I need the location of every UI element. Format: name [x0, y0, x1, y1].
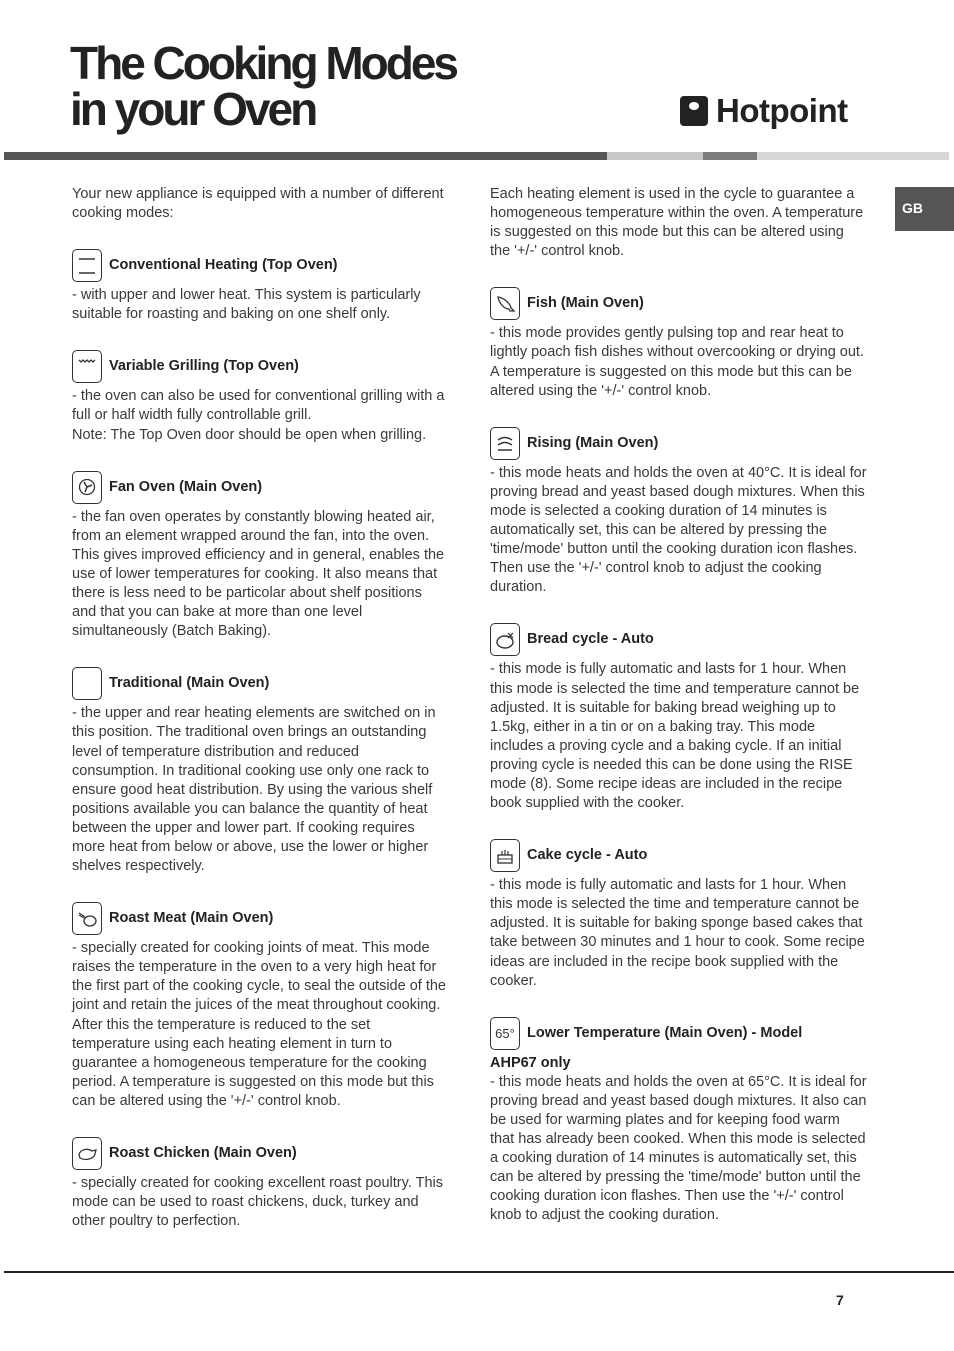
intro-text: Your new appliance is equipped with a number of different cooking modes: [72, 186, 444, 222]
mode-section-fish [490, 287, 868, 400]
mode-title: Fan Oven (Main Oven) [109, 478, 263, 495]
intro-text: Each heating element is used in the cycle to guarantee a homogeneous temperature within the oven. A temperature is suggested on this mode but this can be altered using the '+/-' control knob. [490, 186, 864, 260]
brand-logo-mark [680, 96, 708, 126]
mode-title: Fish (Main Oven) [527, 295, 644, 312]
header-rule-segment [4, 152, 607, 160]
fan-oven-icon [72, 471, 102, 504]
page-title-line-2: in your Oven [70, 83, 316, 135]
mode-section-variable-grill [72, 350, 448, 444]
footer-rule [4, 1271, 954, 1273]
brand-logo-text: Hotpoint [716, 92, 848, 129]
mode-section-traditional [72, 667, 448, 876]
mode-section-roast-meat [72, 902, 448, 1111]
mode-section-roast-chicken [72, 1137, 448, 1231]
mode-description: - with upper and lower heat. This system is particularly suitable for roasting and baking on one shelf only. [72, 287, 421, 323]
mode-title: Roast Chicken (Main Oven) [109, 1144, 297, 1161]
mode-title: Lower Temperature (Main Oven) - Model [527, 1024, 803, 1041]
page-title [70, 37, 630, 135]
mode-description: - the oven can also be used for conventional grilling with a full or half width fully controllable grill. [72, 388, 445, 424]
mode-description: - specially created for cooking excellent roast poultry. This mode can be used to roast chickens, duck, turkey and other poultry to perfection. [72, 1175, 443, 1230]
mode-note: Note: The Top Oven door should be open when grilling. [72, 426, 427, 443]
lower-temperature-icon-label: 65° [495, 1025, 515, 1041]
language-tab: GB [895, 187, 954, 231]
mode-title: Conventional Heating (Top Oven) [109, 257, 338, 274]
mode-title: Variable Grilling (Top Oven) [109, 358, 299, 375]
mode-title: Bread cycle - Auto [527, 631, 654, 648]
mode-title: Roast Meat (Main Oven) [109, 910, 274, 927]
fish-icon [490, 287, 520, 320]
header-rule-segment [757, 152, 949, 160]
mode-description: - this mode heats and holds the oven at 65°C. It is ideal for proving bread and yeast based dough mixtures. It also can be used for warming plates and for keeping food warm that has already been cooked. When this mode is selected a cooking duration of 14 minutes is automatically set, this can be altered by pressing the 'time/mode' button until the cooking duration icon flashes. Then use the '+/-' control knob to adjust the cooking duration. [490, 1073, 867, 1224]
mode-title-continuation: AHP67 only [490, 1054, 571, 1071]
brand-logo [680, 92, 848, 130]
right-column [490, 184, 868, 1226]
roast-chicken-icon [72, 1137, 102, 1170]
page-title-line-1: The Cooking Modes [70, 37, 456, 89]
lower-temperature-icon [490, 1017, 520, 1050]
cake-cycle-icon [490, 839, 520, 872]
variable-grill-icon [72, 350, 102, 383]
header-rule-segment [607, 152, 703, 160]
mode-section-rising [490, 427, 868, 598]
rising-icon [490, 427, 520, 460]
mode-section-fan-oven [72, 471, 448, 642]
mode-title: Cake cycle - Auto [527, 847, 648, 864]
mode-description: - this mode is fully automatic and lasts for 1 hour. When this mode is selected the time and temperature cannot be adjusted. It is suitable for baking sponge based cakes that take between 30 minutes and 1 hour to cook. Some recipe ideas are included in the recipe book supplied with the cooker. [490, 877, 865, 989]
mode-description: - the fan oven operates by constantly blowing heated air, from an element wrapped around the fan, into the oven. This gives improved efficiency and in general, enables the use of lower temperatures for cooking. It also means that there is less need to be particolar about shelf positions and that you can bake at more than one level simultaneously (Batch Baking). [72, 508, 445, 640]
mode-description: - this mode is fully automatic and lasts for 1 hour. When this mode is selected the time and temperature cannot be adjusted. It is suitable for baking bread weighing up to 1.5kg, either in a tin or on a baking tray. This mode includes a proving cycle and a baking cycle. If an initial proving cycle is needed this can be done using the RISE mode (8). Some recipe ideas are included in the recipe book supplied with the cooker. [490, 661, 860, 812]
mode-description: - specially created for cooking joints of meat. This mode raises the temperature in the oven to a very high heat for the first part of the cooking cycle, to seal the outside of the joint and retain the juices of the meat throughout cooking. After this the temperature is reduced to the set temperature using each heating element in turn to guarantee a homogeneous temperature for the cooking period. A temperature is suggested on this mode but this can be altered using the '+/-' control knob. [72, 940, 446, 1109]
mode-section-conventional [72, 249, 448, 324]
mode-section-cake-cycle [490, 839, 868, 991]
bread-cycle-icon [490, 623, 520, 656]
roast-meat-icon [72, 902, 102, 935]
mode-section-lower-temperature [490, 1017, 868, 1226]
conventional-heating-icon [72, 249, 102, 282]
mode-title: Traditional (Main Oven) [109, 675, 270, 692]
mode-title: Rising (Main Oven) [527, 434, 659, 451]
left-column [72, 184, 448, 1231]
mode-section-bread-cycle [490, 623, 868, 813]
traditional-oven-icon [72, 667, 102, 700]
page-number: 7 [836, 1292, 844, 1308]
mode-description: - this mode heats and holds the oven at 40°C. It is ideal for proving bread and yeast based dough mixtures. When this mode is selected a cooking duration of 14 minutes is automatically set, this can be altered by pressing the 'time/mode' button until the cooking duration icon flashes. Then use the '+/-' control knob to adjust the cooking duration. [490, 464, 867, 596]
mode-description: - this mode provides gently pulsing top and rear heat to lightly poach fish dishes without overcooking or drying out. A temperature is suggested on this mode but this can be altered using the '+/-' control knob. [490, 325, 864, 399]
header-rule-segment [703, 152, 757, 160]
mode-description: - the upper and rear heating elements are switched on in this position. The traditional oven brings an outstanding level of temperature distribution and reduced consumption. In traditional cooking use only one rack to ensure good heat distribution. By using the various shelf positions available you can balance the quantity of heat between the upper and lower part. If cooking requires more heat from below or above, use the lower or higher shelves respectively. [72, 705, 436, 875]
